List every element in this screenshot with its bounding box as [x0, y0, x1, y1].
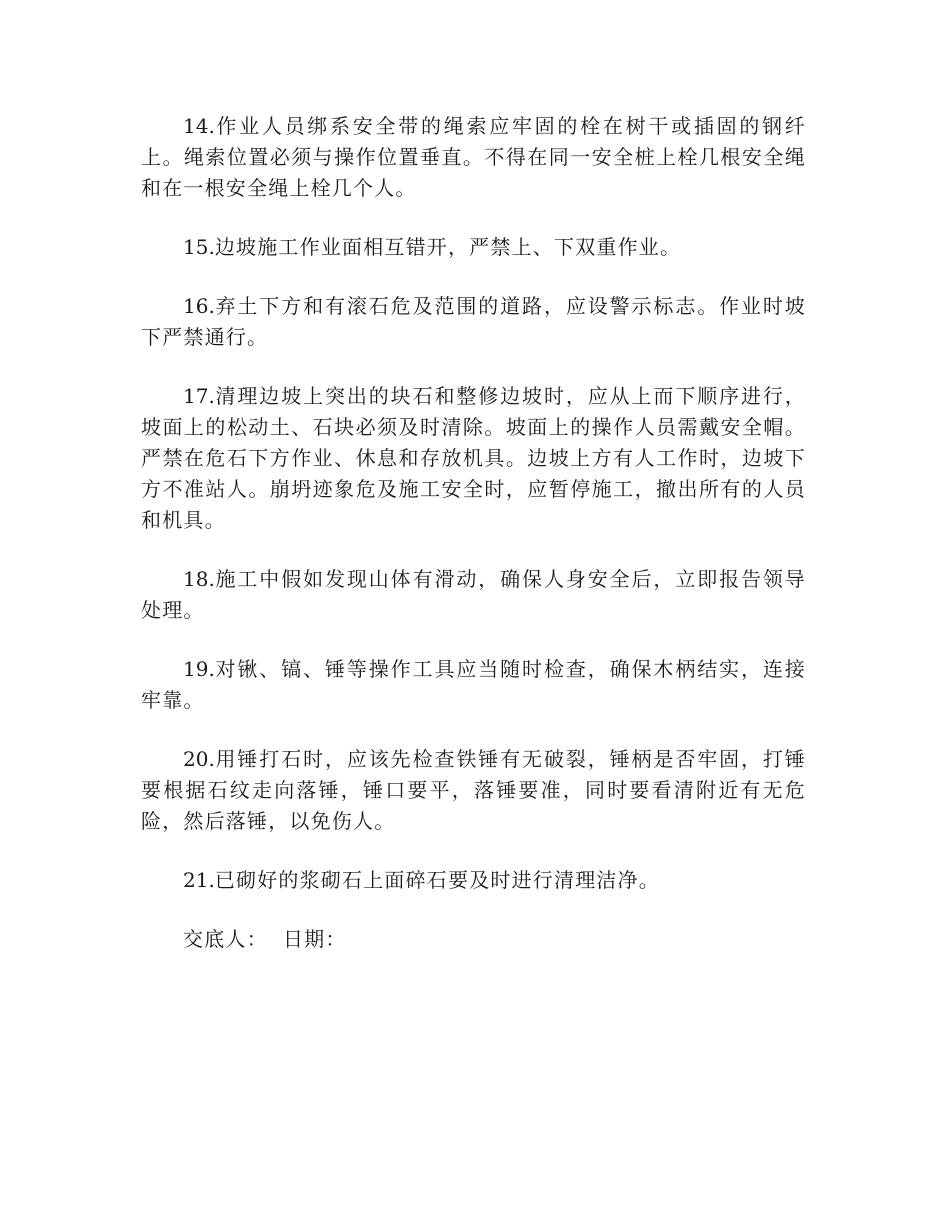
item-16: [141, 291, 806, 353]
item-text: 用锤打石时，应该先检查铁锤有无破裂，锤柄是否牢固，打锤要根据石纹走向落锤，锤口要平，落锤要准，同时要看清附近有无危险，然后落锤，以免伤人。: [141, 747, 806, 833]
item-number: 15.: [183, 235, 215, 259]
item-number: 19.: [183, 657, 215, 681]
item-14: [141, 111, 806, 204]
item-number: 14.: [183, 114, 215, 138]
document-body: [141, 111, 806, 955]
item-text: 作业人员绑系安全带的绳索应牢固的栓在树干或插固的钢纤上。绳索位置必须与操作位置垂直。不得在同一安全桩上栓几根安全绳和在一根安全绳上栓几个人。: [141, 114, 806, 200]
item-text: 施工中假如发现山体有滑动，确保人身安全后，立即报告领导处理。: [141, 567, 806, 622]
item-19: [141, 654, 806, 716]
item-text: 已砌好的浆砌石上面碎石要及时进行清理洁净。: [214, 868, 661, 892]
item-number: 20.: [183, 747, 215, 771]
item-21: [141, 865, 806, 896]
date-label: 日期：: [282, 927, 347, 951]
signature-line: [141, 924, 806, 955]
item-text: 清理边坡上突出的块石和整修边坡时，应从上而下顺序进行，坡面上的松动土、石块必须及时清除。坡面上的操作人员需戴安全帽。严禁在危石下方作业、休息和存放机具。边坡上方有人工作时，边坡下方不准站人。崩坍迹象危及施工安全时，应暂停施工，撤出所有的人员和机具。: [141, 384, 806, 532]
item-15: [141, 232, 806, 263]
item-20: [141, 744, 806, 837]
item-number: 17.: [183, 384, 215, 408]
item-17: [141, 381, 806, 536]
discloser-label: 交底人：: [183, 927, 268, 951]
item-text: 边坡施工作业面相互错开，严禁上、下双重作业。: [214, 235, 682, 259]
item-text: 弃土下方和有滚石危及范围的道路，应设警示标志。作业时坡下严禁通行。: [141, 294, 806, 349]
item-text: 对锹、镐、锤等操作工具应当随时检查，确保木柄结实，连接牢靠。: [141, 657, 806, 712]
item-number: 18.: [183, 567, 215, 591]
item-number: 16.: [183, 294, 215, 318]
item-number: 21.: [183, 868, 215, 892]
item-18: [141, 564, 806, 626]
